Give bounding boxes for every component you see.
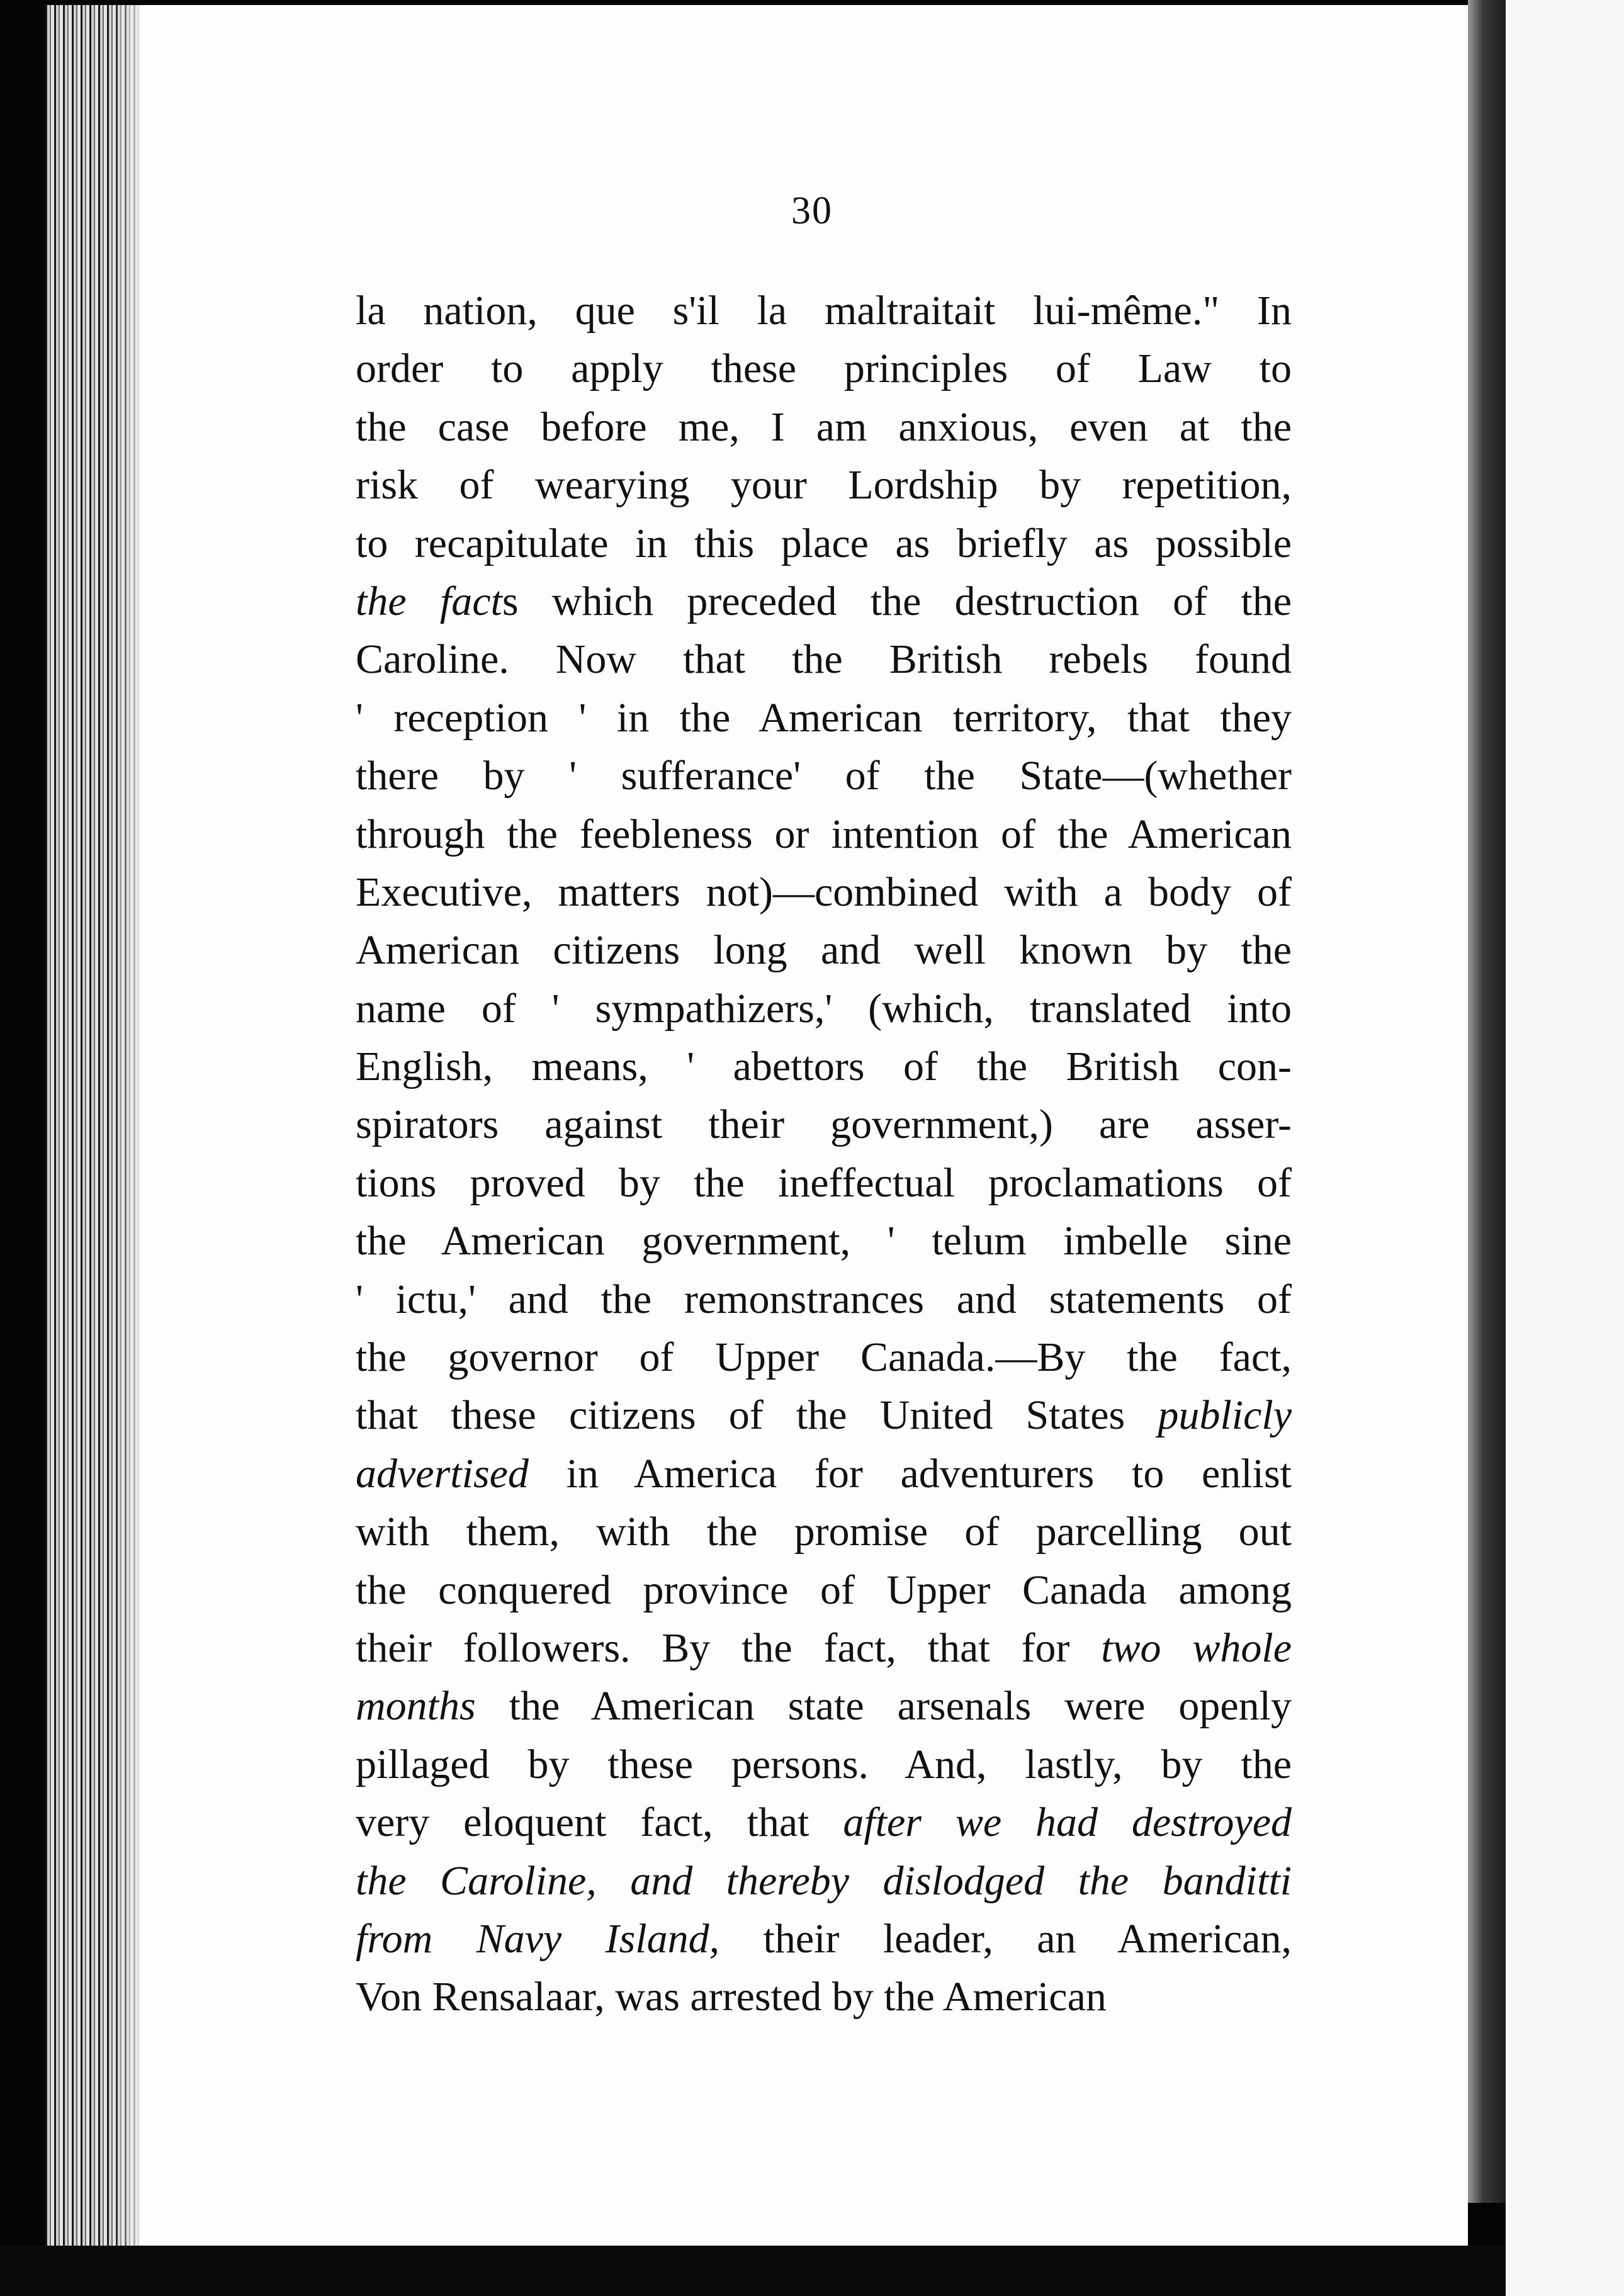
text-line	[356, 1445, 1292, 1503]
text-segment: the case before me, I am anxious, even at the	[356, 403, 1292, 450]
text-segment: name of ' sympathizers,' (which, translated into	[356, 985, 1292, 1032]
text-line	[356, 1677, 1292, 1735]
page-edge-shadow	[113, 5, 144, 2246]
text-line	[356, 340, 1292, 398]
italic-text: the Caroline, and thereby dislodged the banditti	[356, 1857, 1292, 1904]
text-segment: tions proved by the ineffectual proclamations of	[356, 1159, 1292, 1206]
body-text	[356, 282, 1292, 2027]
text-segment: to recapitulate in this place as briefly as possible	[356, 520, 1292, 566]
text-segment: their followers. By the fact, that for	[356, 1624, 1102, 1671]
text-segment: risk of wearying your Lordship by repetition,	[356, 462, 1292, 509]
text-segment: there by ' sufferance' of the State—(whether	[356, 753, 1292, 799]
text-line	[356, 1562, 1292, 1619]
italic-text: the fact	[356, 578, 502, 624]
scan-bottom-border	[0, 2246, 1506, 2296]
italic-text: advertised	[356, 1450, 529, 1497]
facing-page-sliver	[1506, 0, 1624, 2296]
italic-text: two whole	[1101, 1624, 1292, 1671]
text-segment: ' reception ' in the American territory, that they	[356, 694, 1292, 741]
text-line	[356, 1619, 1292, 1677]
text-segment: la nation, que s'il la maltraitait lui-même." In	[356, 288, 1292, 334]
text-segment: the American state arsenals were openly	[475, 1683, 1292, 1730]
text-segment: through the feebleness or intention of the American	[356, 811, 1292, 857]
text-line	[356, 631, 1292, 689]
text-line	[356, 806, 1292, 864]
text-segment: with them, with the promise of parcelling out	[356, 1509, 1292, 1555]
text-segment: in America for adventurers to enlist	[528, 1450, 1292, 1497]
text-line	[356, 1329, 1292, 1387]
text-segment: American citizens long and well known by the	[356, 927, 1292, 974]
text-line	[356, 1910, 1292, 1968]
text-line	[356, 1212, 1292, 1270]
text-segment: Von Rensalaar, was arrested by the American	[356, 1974, 1107, 2020]
text-line	[356, 1096, 1292, 1154]
text-line	[356, 1736, 1292, 1794]
text-segment: spirators against their government,) are asser-	[356, 1101, 1292, 1148]
italic-text: after we had destroyed	[843, 1799, 1292, 1846]
text-segment: the governor of Upper Canada.—By the fact,	[356, 1334, 1292, 1381]
text-line	[356, 1271, 1292, 1329]
text-segment: very eloquent fact, that	[356, 1799, 843, 1846]
italic-text: months	[356, 1683, 476, 1730]
text-line	[356, 1154, 1292, 1212]
text-segment: Executive, matters not)—combined with a body of	[356, 869, 1292, 915]
text-line	[356, 921, 1292, 979]
text-segment: the conquered province of Upper Canada among	[356, 1567, 1292, 1613]
page-number: 30	[791, 189, 833, 232]
text-segment: their leader, an American,	[719, 1915, 1292, 1962]
text-line	[356, 689, 1292, 747]
text-line	[356, 980, 1292, 1038]
text-line	[356, 1852, 1292, 1910]
text-line	[356, 1038, 1292, 1096]
text-line	[356, 515, 1292, 573]
text-segment: ' ictu,' and the remonstrances and statements of	[356, 1276, 1292, 1322]
text-line	[356, 747, 1292, 805]
text-line	[356, 1387, 1292, 1444]
text-segment: Caroline. Now that the British rebels found	[356, 636, 1292, 683]
text-line	[356, 1794, 1292, 1852]
book-gutter	[1468, 0, 1506, 2203]
text-segment: s which preceded the destruction of the	[502, 578, 1292, 624]
italic-text: publicly	[1158, 1392, 1292, 1439]
text-line	[356, 456, 1292, 514]
text-line	[356, 573, 1292, 631]
text-line	[356, 864, 1292, 921]
text-segment: the American government, ' telum imbelle sine	[356, 1218, 1292, 1264]
text-segment: that these citizens of the United States	[356, 1392, 1158, 1439]
text-line	[356, 1968, 1292, 2026]
text-line	[356, 1503, 1292, 1561]
text-segment: English, means, ' abettors of the British con-	[356, 1044, 1292, 1090]
text-line	[356, 282, 1292, 340]
text-segment: order to apply these principles of Law to	[356, 346, 1292, 392]
text-segment: pillaged by these persons. And, lastly, by the	[356, 1741, 1292, 1787]
text-line	[356, 398, 1292, 456]
italic-text: from Navy Island,	[356, 1915, 720, 1962]
